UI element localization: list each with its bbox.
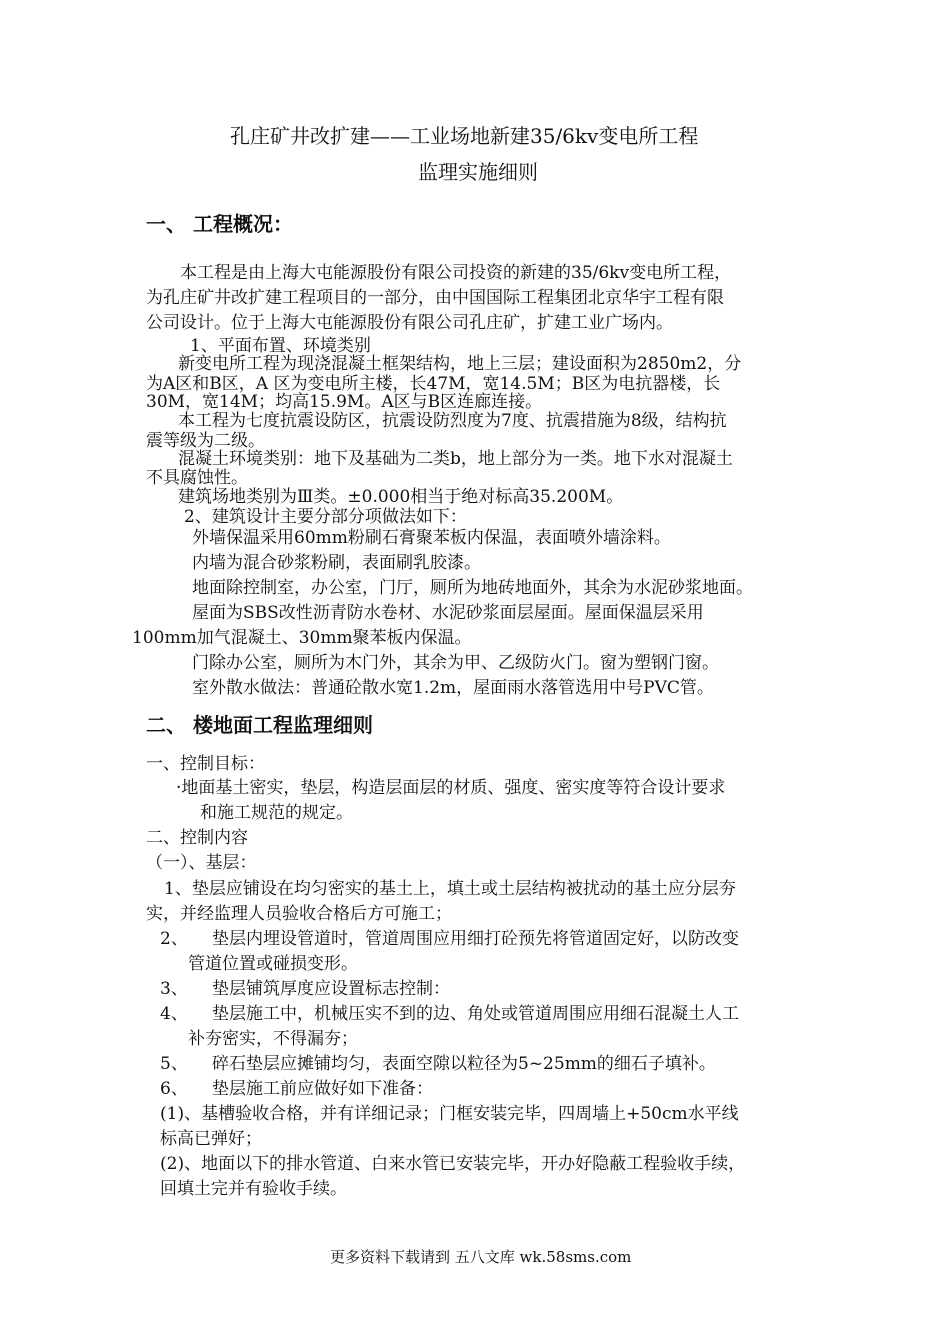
- list-item: 回填土完并有验收手续。: [160, 1179, 347, 1199]
- paragraph-line: 内墙为混合砂浆粉刷，表面刷乳胶漆。: [192, 553, 481, 573]
- list-item: (1)、基槽验收合格，并有详细记录；门框安装完毕，四周墙上+50cm水平线: [160, 1104, 739, 1124]
- paragraph-line: 30M，宽14M；均高15.9M。A区与B区连廊连接。: [146, 392, 543, 412]
- list-heading: （一）、基层：: [146, 853, 257, 873]
- list-item: 实，并经监理人员验收合格后方可施工；: [146, 904, 452, 924]
- section-1-heading: 一、 工程概况：: [146, 212, 293, 236]
- list-item: 管道位置或碰损变形。: [188, 954, 358, 974]
- list-heading: 二、控制内容: [146, 828, 248, 848]
- list-item-number: 2、: [160, 929, 188, 949]
- list-item: 垫层施工中，机械压实不到的边、角处或管道周围应用细石混凝土人工: [212, 1004, 739, 1024]
- paragraph-line: 本工程为七度抗震设防区，抗震设防烈度为7度、抗震措施为8级，结构抗: [178, 411, 727, 431]
- paragraph-line: 外墙保温采用60mm粉刷石膏聚苯板内保温，表面喷外墙涂料。: [192, 528, 671, 548]
- paragraph-line: 建筑场地类别为Ⅲ类。±0.000相当于绝对标高35.200M。: [178, 487, 624, 507]
- paragraph-line: 混凝土环境类别：地下及基础为二类b，地上部分为一类。地下水对混凝土: [178, 449, 733, 469]
- footer-text: 更多资料下载请到 五八文库 wk.58sms.com: [330, 1248, 632, 1266]
- list-item: 补夯密实，不得漏夯；: [188, 1029, 358, 1049]
- paragraph-line: 新变电所工程为现浇混凝土框架结构，地上三层；建设面积为2850m2，分: [178, 354, 742, 374]
- document-title-line-2: 监理实施细则: [418, 160, 538, 184]
- paragraph-line: 为孔庄矿井改扩建工程项目的一部分，由中国国际工程集团北京华宇工程有限: [146, 288, 724, 308]
- list-item: (2)、地面以下的排水管道、白来水管已安装完毕，开办好隐蔽工程验收手续，: [160, 1154, 746, 1174]
- section-2-heading: 二、 楼地面工程监理细则: [146, 713, 373, 737]
- paragraph-line: 地面除控制室，办公室，门厅，厕所为地砖地面外，其余为水泥砂浆地面。: [192, 578, 753, 598]
- list-item: 和施工规范的规定。: [200, 803, 353, 823]
- list-item-number: 4、: [160, 1004, 188, 1024]
- list-item: 垫层内埋设管道时，管道周围应用细打砼预先将管道固定好，以防改变: [212, 929, 739, 949]
- list-item: 1、垫层应铺设在均匀密实的基土上，填土或土层结构被扰动的基土应分层夯: [164, 879, 736, 899]
- list-item: 标高已弹好；: [160, 1129, 262, 1149]
- subsection-heading: 1、平面布置、环境类别: [190, 336, 371, 356]
- list-item-number: 3、: [160, 979, 188, 999]
- list-item: 碎石垫层应摊铺均匀，表面空隙以粒径为5~25mm的细石子填补。: [212, 1054, 716, 1074]
- list-item: 垫层铺筑厚度应设置标志控制：: [212, 979, 450, 999]
- paragraph-line: 震等级为二级。: [146, 431, 265, 451]
- list-item-number: 6、: [160, 1079, 188, 1099]
- paragraph-line: 屋面为SBS改性沥青防水卷材、水泥砂浆面层屋面。屋面保温层采用: [192, 603, 704, 623]
- document-title-line-1: 孔庄矿井改扩建——工业场地新建35/6kv变电所工程: [230, 124, 699, 148]
- list-item: 垫层施工前应做好如下准备：: [212, 1079, 433, 1099]
- subsection-heading: 2、建筑设计主要分部分项做法如下：: [184, 507, 467, 527]
- list-heading: 一、控制目标：: [146, 754, 265, 774]
- paragraph-line: 本工程是由上海大屯能源股份有限公司投资的新建的35/6kv变电所工程，: [180, 263, 732, 283]
- paragraph-line: 门除办公室，厕所为木门外，其余为甲、乙级防火门。窗为塑钢门窗。: [192, 653, 719, 673]
- paragraph-line: 100mm加气混凝土、30mm聚苯板内保温。: [132, 628, 472, 648]
- list-item: ·地面基土密实，垫层，构造层面层的材质、强度、密实度等符合设计要求: [176, 778, 726, 798]
- paragraph-line: 公司设计。位于上海大屯能源股份有限公司孔庄矿，扩建工业广场内。: [146, 313, 673, 333]
- paragraph-line: 不具腐蚀性。: [146, 468, 248, 488]
- paragraph-line: 为A区和B区，A 区为变电所主楼，长47M，宽14.5M；B区为电抗器楼，长: [146, 374, 721, 394]
- paragraph-line: 室外散水做法：普通砼散水宽1.2m，屋面雨水落管选用中号PVC管。: [192, 678, 714, 698]
- list-item-number: 5、: [160, 1054, 188, 1074]
